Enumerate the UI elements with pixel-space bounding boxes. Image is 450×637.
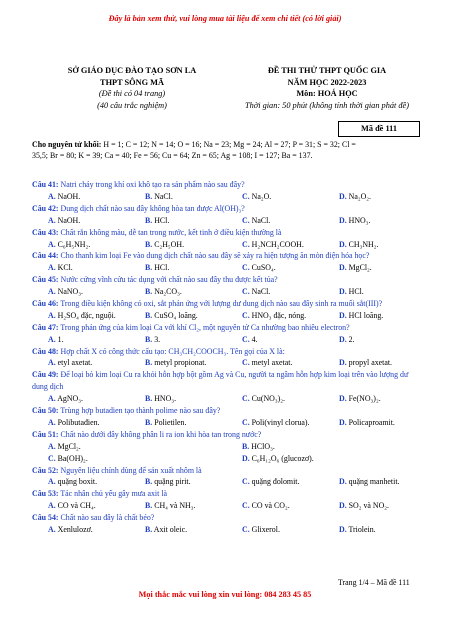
answer-text: quặng đolomit. — [249, 477, 300, 487]
answer-letter: C. — [242, 334, 250, 344]
answer-letter: C. — [242, 239, 250, 249]
answer-row — [32, 500, 424, 512]
answer-option — [339, 286, 364, 298]
answer-option — [242, 310, 306, 322]
answer-text: etyl axetat. — [55, 358, 93, 368]
question-number: Câu 51: — [32, 429, 59, 439]
answer-letter: D. — [339, 501, 347, 511]
answer-text: CH₄ và NH₃. — [152, 501, 196, 511]
answer-text: CO và CH₄. — [55, 501, 96, 511]
answer-text: MgCl₂. — [55, 441, 81, 451]
answer-option — [145, 191, 173, 203]
answer-option — [48, 393, 83, 405]
answer-text: Fe(NO₃)₂. — [346, 394, 381, 404]
question-stem — [32, 250, 424, 262]
department-name: SỞ GIÁO DỤC ĐÀO TẠO SƠN LA — [67, 66, 197, 75]
answer-text: KCl. — [55, 263, 73, 273]
answer-option — [242, 239, 304, 251]
answer-text: HNO₃ đặc, nóng. — [249, 310, 307, 320]
answer-option — [339, 310, 383, 322]
answer-text: Na₂O. — [249, 191, 272, 201]
answer-text: Na₂O₂. — [346, 191, 372, 201]
answer-letter: C. — [242, 358, 250, 368]
answer-option — [145, 239, 184, 251]
answer-letter: C. — [242, 394, 250, 404]
answer-option — [339, 524, 376, 536]
question-text: Chất nào dưới đây không phân li ra ion khi hòa tan trong nước? — [58, 429, 262, 439]
answer-option — [242, 500, 290, 512]
question-number: Câu 50: — [32, 406, 59, 416]
question-number: Câu 44: — [32, 251, 59, 261]
question-text: Trong phản ứng của kim loại Ca với khí Cl₂, một nguyên tử Ca nhường bao nhiêu electron? — [58, 322, 350, 332]
answer-letter: D. — [339, 334, 347, 344]
answer-letter: B. — [145, 310, 153, 320]
question-item — [32, 369, 424, 405]
answer-text: 1. — [55, 334, 64, 344]
header-left — [32, 65, 232, 111]
answer-letter: B. — [145, 477, 153, 487]
question-stem — [32, 369, 424, 393]
answer-letter: B. — [145, 394, 153, 404]
exam-title: ĐỀ THI THỬ THPT QUỐC GIA — [267, 66, 387, 75]
answer-text: HCl. — [152, 263, 170, 273]
answer-option — [48, 262, 73, 274]
answer-letter: B. — [145, 358, 153, 368]
answer-text: CuSO₄. — [249, 263, 276, 273]
question-number: Câu 49: — [32, 370, 59, 380]
answer-row — [32, 524, 424, 536]
answer-letter: A. — [48, 239, 56, 249]
answer-letter: A. — [48, 417, 56, 427]
answer-letter: B. — [145, 191, 153, 201]
question-number: Câu 52: — [32, 465, 59, 475]
atomic-mass-note — [32, 140, 424, 161]
answer-letter: A. — [48, 525, 56, 535]
answer-option — [145, 215, 169, 227]
question-item — [32, 512, 424, 536]
answer-text: Policaproamit. — [346, 417, 395, 427]
answer-text: Poli(vinyl clorua). — [249, 417, 310, 427]
answer-letter: C. — [242, 417, 250, 427]
question-item — [32, 298, 424, 322]
answer-text: NaOH. — [55, 215, 81, 225]
answer-option — [145, 393, 176, 405]
question-stem — [32, 465, 424, 477]
question-item — [32, 274, 424, 298]
question-stem — [32, 512, 424, 524]
answer-text: AgNO₃. — [55, 394, 83, 404]
question-stem — [32, 227, 424, 239]
answer-text: 4. — [249, 334, 258, 344]
answer-letter: D. — [339, 310, 347, 320]
answer-option — [145, 262, 169, 274]
answer-letter: B. — [145, 215, 153, 225]
answer-text: CO và CO₂. — [249, 501, 290, 511]
answer-option — [242, 476, 299, 488]
answer-letter: D. — [339, 239, 347, 249]
answer-letter: D. — [339, 215, 347, 225]
answer-text: Xenlulozơ. — [55, 525, 93, 535]
answer-letter: A. — [48, 441, 56, 451]
contact-banner: Mọi thắc mắc vui lòng xin vui lòng: 084 283 45 85 — [138, 590, 312, 599]
question-stem — [32, 322, 424, 334]
answer-letter: A. — [48, 191, 56, 201]
answer-option — [242, 262, 276, 274]
question-item — [32, 405, 424, 429]
school-year: NĂM HỌC 2022-2023 — [287, 77, 367, 87]
answer-option — [242, 524, 280, 536]
answer-text: C₆H₁₂O₆ (glucozơ). — [249, 453, 314, 463]
answer-option — [339, 476, 399, 488]
answer-text: metyl propionat. — [152, 358, 207, 368]
preview-banner: Đây là bản xem thử, vui lòng mua tài liệu để xem chi tiết (có lời giải) — [108, 14, 342, 23]
question-item — [32, 488, 424, 512]
header-right — [222, 65, 432, 111]
answer-option — [339, 393, 381, 405]
answer-row — [32, 453, 424, 465]
answer-text: H₂NCH₂COOH. — [249, 239, 304, 249]
answer-option — [242, 215, 270, 227]
answer-option — [145, 524, 187, 536]
answer-letter: C. — [242, 501, 250, 511]
answer-letter: D. — [339, 191, 347, 201]
answer-text: HNO₃. — [152, 394, 177, 404]
answer-option — [48, 453, 88, 465]
answer-text: Cu(NO₃)₂. — [249, 394, 285, 404]
answer-option — [242, 393, 285, 405]
answer-text: HCl. — [152, 215, 170, 225]
answer-letter: A. — [48, 394, 56, 404]
answer-letter: D. — [339, 287, 347, 297]
answer-text: HCl. — [346, 287, 364, 297]
question-text: Trong điều kiện không có oxi, sắt phản ứng với lượng dư dung dịch nào sau đây sinh ra muối sắt(III)? — [58, 298, 383, 308]
question-item — [32, 203, 424, 227]
question-text: Trùng hợp butadien tạo thành polime nào sau đây? — [58, 406, 221, 416]
answer-option — [339, 417, 395, 429]
answer-text: H₂SO₄ đặc, nguội. — [55, 310, 116, 320]
question-item — [32, 227, 424, 251]
answer-option — [339, 262, 372, 274]
answer-letter: C. — [242, 477, 250, 487]
answer-option — [48, 357, 92, 369]
answer-option — [48, 239, 90, 251]
answer-letter: C. — [48, 453, 56, 463]
question-item — [32, 429, 424, 465]
answer-row — [32, 262, 424, 274]
answer-text: Polibutađien. — [55, 417, 100, 427]
question-number: Câu 42: — [32, 203, 59, 213]
answer-text: SO₂ và NO₂. — [346, 501, 389, 511]
answer-option — [339, 191, 371, 203]
question-stem — [32, 298, 424, 310]
answer-letter: C. — [242, 263, 250, 273]
answer-letter: A. — [48, 310, 56, 320]
question-text: Dung dịch chất nào sau đây không hòa tan được Al(OH)₃? — [58, 203, 245, 213]
question-text: Tác nhân chủ yếu gây mưa axit là — [58, 489, 167, 499]
answer-letter: A. — [48, 501, 56, 511]
answer-option — [145, 476, 191, 488]
answer-option — [145, 500, 195, 512]
answer-row — [32, 286, 424, 298]
answer-option — [48, 524, 93, 536]
answer-option — [242, 417, 310, 429]
answer-option — [145, 334, 160, 346]
question-stem — [32, 274, 424, 286]
question-number: Câu 45: — [32, 275, 59, 285]
answer-text: C₂H₅OH. — [152, 239, 185, 249]
answer-row — [32, 441, 424, 453]
answer-letter: B. — [145, 263, 153, 273]
answer-text: HNO₃. — [346, 215, 371, 225]
answer-option — [48, 215, 80, 227]
answer-option — [48, 286, 83, 298]
answer-row — [32, 417, 424, 429]
question-text: Chất rắn không màu, dễ tan trong nước, kết tinh ở điều kiện thường là — [58, 227, 282, 237]
question-text: Cho thanh kim loại Fe vào dung dịch chất nào sau đây sẽ xảy ra hiện tượng ăn mòn điện hóa học? — [58, 251, 370, 261]
answer-row — [32, 476, 424, 488]
answer-option — [339, 357, 392, 369]
answer-text: Triolein. — [346, 525, 376, 535]
question-number: Câu 46: — [32, 298, 59, 308]
answer-text: 3. — [152, 334, 161, 344]
question-item — [32, 465, 424, 489]
answer-text: C₆H₅NH₂. — [55, 239, 91, 249]
answer-option — [145, 310, 198, 322]
answer-letter: D. — [339, 477, 347, 487]
answer-row — [32, 215, 424, 227]
question-stem — [32, 405, 424, 417]
answer-letter: A. — [48, 477, 56, 487]
answer-text: Glixerol. — [249, 525, 280, 535]
answer-text: Polietilen. — [152, 417, 187, 427]
question-number: Câu 47: — [32, 322, 59, 332]
answer-letter: B. — [145, 287, 153, 297]
answer-row — [32, 310, 424, 322]
answer-row — [32, 239, 424, 251]
question-stem — [32, 488, 424, 500]
answer-text: HClO₃. — [249, 441, 275, 451]
answer-letter: D. — [339, 417, 347, 427]
question-number: Câu 54: — [32, 513, 59, 523]
atomic-mass-line2: 35,5; Br = 80; K = 39; Ca = 40; Fe = 56; Cu = 64; Zn = 65; Ag = 108; I = 127; Ba = 137. — [32, 150, 313, 160]
subject: Môn: HOÁ HỌC — [296, 89, 358, 98]
answer-text: MgCl₂. — [346, 263, 372, 273]
answer-letter: D. — [339, 525, 347, 535]
answer-option — [339, 215, 370, 227]
answer-text: NaOH. — [55, 191, 81, 201]
answer-letter: A. — [48, 215, 56, 225]
answer-text: quặng pirit. — [152, 477, 191, 487]
time-note: Thời gian: 50 phút (không tính thời gian phát đề) — [245, 100, 409, 110]
answer-option — [48, 441, 81, 453]
answer-letter: B. — [145, 239, 153, 249]
answer-letter: B. — [242, 441, 250, 451]
answer-option — [242, 357, 292, 369]
answer-text: NaCl. — [249, 215, 271, 225]
atomic-mass-line1: H = 1; C = 12; N = 14; O = 16; Na = 23; Mg = 24; Al = 27; P = 31; S = 32; Cl = — [101, 140, 356, 149]
answer-text: metyl axetat. — [249, 358, 293, 368]
question-text: Chất nào sau đây là chất béo? — [58, 513, 155, 523]
question-stem — [32, 179, 424, 191]
answer-letter: C. — [242, 191, 250, 201]
answer-letter: B. — [145, 334, 153, 344]
answer-letter: D. — [339, 263, 347, 273]
answer-option — [48, 500, 96, 512]
answer-option — [145, 286, 182, 298]
question-list — [32, 179, 424, 536]
question-number: Câu 41: — [32, 180, 59, 189]
answer-text: propyl axetat. — [346, 358, 393, 368]
answer-row — [32, 357, 424, 369]
answer-option — [48, 334, 64, 346]
answer-option — [145, 417, 186, 429]
answer-text: quặng manhetit. — [346, 477, 400, 487]
question-item — [32, 346, 424, 370]
answer-option — [242, 286, 270, 298]
answer-letter: D. — [339, 394, 347, 404]
answer-text: CuSO₄ loãng. — [152, 310, 198, 320]
answer-text: Na₂CO₃. — [152, 287, 182, 297]
page-footer: Trang 1/4 – Mã đề 111 — [338, 578, 410, 587]
answer-text: HCl loãng. — [346, 310, 384, 320]
answer-letter: D. — [242, 453, 250, 463]
answer-text: CH₃NH₂. — [346, 239, 379, 249]
answer-text: Axit oleic. — [152, 525, 188, 535]
answer-letter: B. — [145, 417, 153, 427]
answer-option — [48, 417, 100, 429]
answer-option — [339, 334, 355, 346]
question-stem — [32, 346, 424, 358]
question-text: Natri cháy trong khí oxi khô tạo ra sản phẩm nào sau đây? — [58, 180, 245, 189]
exam-code-box: Mã đề 111 — [338, 121, 420, 137]
answer-option — [242, 453, 314, 465]
page-count-note: (Đề thi có 04 trang) — [98, 89, 166, 98]
question-number: Câu 48: — [32, 346, 59, 356]
question-count-note: (40 câu trắc nghiệm) — [97, 100, 167, 110]
question-item — [32, 179, 424, 203]
question-text: Hợp chất X có công thức cấu tạo: CH₃CH₂COOCH₃. Tên gọi của X là: — [58, 346, 285, 356]
answer-letter: B. — [145, 501, 153, 511]
answer-letter: A. — [48, 287, 56, 297]
school-name: THPT SÔNG MÃ — [100, 77, 164, 87]
question-text: Nguyên liệu chính dùng để sản xuất nhôm là — [58, 465, 202, 475]
answer-row — [32, 393, 424, 405]
answer-option — [48, 476, 97, 488]
atomic-mass-label: Cho nguyên tử khối: — [32, 140, 102, 149]
question-stem — [32, 203, 424, 215]
answer-letter: A. — [48, 358, 56, 368]
answer-letter: A. — [48, 263, 56, 273]
answer-text: NaCl. — [249, 287, 271, 297]
answer-letter: A. — [48, 334, 56, 344]
answer-letter: C. — [242, 525, 250, 535]
question-number: Câu 53: — [32, 489, 59, 499]
question-stem — [32, 429, 424, 441]
answer-text: NaCl. — [152, 191, 173, 201]
question-number: Câu 43: — [32, 227, 59, 237]
answer-option — [242, 191, 271, 203]
answer-option — [339, 239, 378, 251]
answer-text: 2. — [346, 334, 355, 344]
answer-option — [145, 357, 206, 369]
question-item — [32, 250, 424, 274]
answer-option — [48, 310, 116, 322]
answer-row — [32, 334, 424, 346]
answer-letter: C. — [242, 215, 250, 225]
answer-option — [242, 441, 275, 453]
answer-letter: C. — [242, 310, 250, 320]
answer-letter: B. — [145, 525, 153, 535]
answer-row — [32, 191, 424, 203]
question-text: Để loại bỏ kim loại Cu ra khỏi hỗn hợp bột gồm Ag và Cu, người ta ngâm hỗn hợp kim loại trên vào lượng dư dung dịch — [32, 370, 409, 392]
answer-option — [48, 191, 80, 203]
question-text: Nước cứng vĩnh cửu tác dụng với chất nào sau đây thu được kết tủa? — [58, 275, 278, 285]
answer-text: NaNO₃. — [55, 287, 83, 297]
question-item — [32, 322, 424, 346]
answer-option — [339, 500, 389, 512]
answer-letter: D. — [339, 358, 347, 368]
answer-text: Ba(OH)₂. — [55, 453, 88, 463]
answer-text: quặng boxit. — [55, 477, 98, 487]
answer-letter: C. — [242, 287, 250, 297]
answer-option — [242, 334, 258, 346]
